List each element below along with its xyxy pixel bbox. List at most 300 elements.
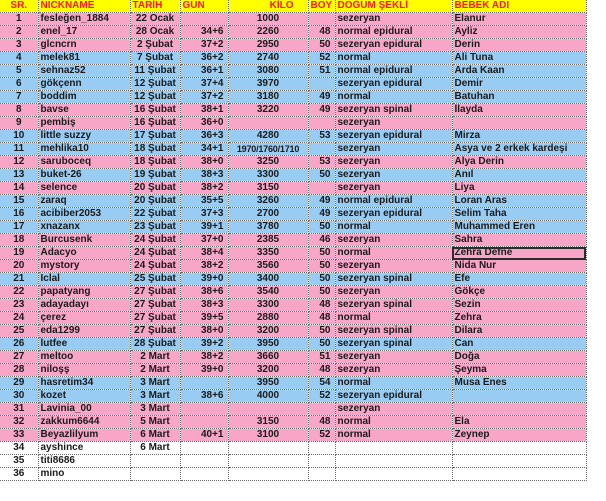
cell-bebek-adi[interactable]: Arda Kaan	[452, 65, 586, 78]
cell-boy[interactable]: 50	[308, 286, 335, 299]
cell-gun[interactable]: 39+5	[180, 312, 228, 325]
cell-boy[interactable]: 52	[308, 390, 335, 403]
cell-tarih[interactable]: 25 Şubat	[130, 273, 180, 286]
cell-bebek-adi[interactable]: Gökçe	[452, 286, 586, 299]
cell-kilo[interactable]: 3220	[228, 104, 308, 117]
cell-sr[interactable]: 24	[0, 312, 38, 325]
cell-sr[interactable]: 36	[0, 468, 38, 481]
cell-dogum-sekli[interactable]: sezeryan spinal	[335, 338, 452, 351]
cell-bebek-adi[interactable]: Zeynep	[452, 429, 586, 442]
cell-nickname[interactable]: acibiber2053	[38, 208, 130, 221]
cell-kilo[interactable]: 4000	[228, 390, 308, 403]
cell-gun[interactable]: 40+1	[180, 429, 228, 442]
cell-kilo[interactable]: 3150	[228, 416, 308, 429]
cell-dogum-sekli[interactable]: sezeryan	[335, 364, 452, 377]
cell-tarih[interactable]: 27 Şubat	[130, 299, 180, 312]
cell-dogum-sekli[interactable]: sezeryan epidural	[335, 78, 452, 91]
cell-dogum-sekli[interactable]: sezeryan	[335, 182, 452, 195]
cell-nickname[interactable]: Beyazlilyum	[38, 429, 130, 442]
cell-tarih[interactable]: 28 Şubat	[130, 338, 180, 351]
cell-kilo[interactable]	[228, 442, 308, 455]
cell-dogum-sekli[interactable]: sezeryan	[335, 143, 452, 156]
cell-bebek-adi[interactable]: Liya	[452, 182, 586, 195]
cell-bebek-adi[interactable]	[452, 117, 586, 130]
cell-boy[interactable]: 49	[308, 208, 335, 221]
cell-kilo[interactable]: 3200	[228, 325, 308, 338]
cell-gun[interactable]	[180, 377, 228, 390]
cell-dogum-sekli[interactable]: sezeryan spinal	[335, 325, 452, 338]
cell-gun[interactable]: 38+0	[180, 156, 228, 169]
cell-bebek-adi[interactable]: Can	[452, 338, 586, 351]
cell-bebek-adi[interactable]	[452, 455, 586, 468]
cell-sr[interactable]: 5	[0, 65, 38, 78]
cell-kilo[interactable]: 3780	[228, 221, 308, 234]
cell-boy[interactable]: 50	[308, 39, 335, 52]
cell-sr[interactable]: 27	[0, 351, 38, 364]
cell-kilo[interactable]: 3100	[228, 429, 308, 442]
cell-dogum-sekli[interactable]: normal	[335, 416, 452, 429]
cell-bebek-adi[interactable]	[452, 403, 586, 416]
cell-tarih[interactable]: 20 Şubat	[130, 195, 180, 208]
cell-tarih[interactable]: 16 Şubat	[130, 104, 180, 117]
cell-gun[interactable]: 38+3	[180, 169, 228, 182]
cell-tarih[interactable]: 12 Şubat	[130, 91, 180, 104]
cell-nickname[interactable]: papatyang	[38, 286, 130, 299]
cell-bebek-adi[interactable]: Mirza	[452, 130, 586, 143]
cell-tarih[interactable]: 6 Mart	[130, 429, 180, 442]
cell-gun[interactable]: 37+2	[180, 91, 228, 104]
cell-gun[interactable]: 36+0	[180, 117, 228, 130]
cell-sr[interactable]: 34	[0, 442, 38, 455]
cell-kilo[interactable]: 3250	[228, 156, 308, 169]
cell-nickname[interactable]: bavse	[38, 104, 130, 117]
cell-sr[interactable]: 28	[0, 364, 38, 377]
cell-sr[interactable]: 17	[0, 221, 38, 234]
cell-kilo[interactable]: 3180	[228, 91, 308, 104]
cell-sr[interactable]: 15	[0, 195, 38, 208]
cell-gun[interactable]: 38+2	[180, 182, 228, 195]
cell-kilo[interactable]: 2740	[228, 52, 308, 65]
cell-bebek-adi[interactable]: Zehra	[452, 312, 586, 325]
cell-boy[interactable]: 53	[308, 156, 335, 169]
cell-tarih[interactable]: 2 Şubat	[130, 39, 180, 52]
cell-tarih[interactable]: 27 Şubat	[130, 286, 180, 299]
cell-boy[interactable]: 54	[308, 377, 335, 390]
cell-gun[interactable]: 34+6	[180, 26, 228, 39]
cell-dogum-sekli[interactable]: sezeryan	[335, 403, 452, 416]
cell-sr[interactable]: 14	[0, 182, 38, 195]
cell-bebek-adi[interactable]: Ayliz	[452, 26, 586, 39]
cell-bebek-adi[interactable]: İlayda	[452, 104, 586, 117]
cell-sr[interactable]: 8	[0, 104, 38, 117]
cell-gun[interactable]: 39+1	[180, 221, 228, 234]
cell-boy[interactable]: 50	[308, 247, 335, 260]
cell-sr[interactable]: 11	[0, 143, 38, 156]
cell-nickname[interactable]: melek81	[38, 52, 130, 65]
cell-nickname[interactable]: eda1299	[38, 325, 130, 338]
cell-tarih[interactable]: 20 Şubat	[130, 182, 180, 195]
cell-sr[interactable]: 3	[0, 39, 38, 52]
cell-nickname[interactable]: Adacyo	[38, 247, 130, 260]
cell-sr[interactable]: 26	[0, 338, 38, 351]
cell-boy[interactable]: 48	[308, 26, 335, 39]
cell-gun[interactable]: 38+2	[180, 351, 228, 364]
cell-nickname[interactable]: zaraq	[38, 195, 130, 208]
cell-dogum-sekli[interactable]: normal epidural	[335, 195, 452, 208]
cell-sr[interactable]: 13	[0, 169, 38, 182]
cell-boy[interactable]	[308, 182, 335, 195]
cell-boy[interactable]	[308, 468, 335, 481]
cell-boy[interactable]	[308, 143, 335, 156]
cell-nickname[interactable]: mehlika10	[38, 143, 130, 156]
cell-bebek-adi[interactable]: Batuhan	[452, 91, 586, 104]
cell-gun[interactable]: 36+1	[180, 65, 228, 78]
cell-boy[interactable]	[308, 403, 335, 416]
cell-dogum-sekli[interactable]	[335, 468, 452, 481]
cell-nickname[interactable]: gökçenn	[38, 78, 130, 91]
cell-nickname[interactable]: enel_17	[38, 26, 130, 39]
cell-tarih[interactable]: 3 Mart	[130, 377, 180, 390]
cell-tarih[interactable]: 27 Şubat	[130, 325, 180, 338]
header-nickname[interactable]: NICKNAME	[38, 0, 130, 13]
header-bebek-adi[interactable]: BEBEK ADI	[452, 0, 586, 13]
cell-sr[interactable]: 22	[0, 286, 38, 299]
cell-sr[interactable]: 23	[0, 299, 38, 312]
table-row	[0, 13, 586, 26]
cell-gun[interactable]: 36+2	[180, 52, 228, 65]
cell-nickname[interactable]: ayshince	[38, 442, 130, 455]
cell-dogum-sekli[interactable]: sezeryan	[335, 260, 452, 273]
cell-boy[interactable]	[308, 442, 335, 455]
cell-bebek-adi[interactable]: Şeyma	[452, 364, 586, 377]
cell-kilo[interactable]: 1970/1760/1710	[228, 143, 308, 156]
cell-kilo[interactable]: 3080	[228, 65, 308, 78]
cell-boy[interactable]: 49	[308, 91, 335, 104]
cell-nickname[interactable]: adayadayı	[38, 299, 130, 312]
cell-gun[interactable]	[180, 403, 228, 416]
cell-boy[interactable]: 50	[308, 260, 335, 273]
cell-boy[interactable]: 46	[308, 234, 335, 247]
cell-dogum-sekli[interactable]: sezeryan	[335, 156, 452, 169]
cell-boy[interactable]	[308, 455, 335, 468]
cell-tarih[interactable]: 28 Ocak	[130, 26, 180, 39]
cell-nickname[interactable]: buket-26	[38, 169, 130, 182]
cell-sr[interactable]: 9	[0, 117, 38, 130]
cell-nickname[interactable]: lutfee	[38, 338, 130, 351]
cell-tarih[interactable]: 2 Mart	[130, 364, 180, 377]
cell-dogum-sekli[interactable]	[335, 455, 452, 468]
cell-bebek-adi[interactable]: Asya ve 2 erkek kardeşi	[452, 143, 586, 156]
cell-boy[interactable]: 52	[308, 429, 335, 442]
cell-tarih[interactable]: 22 Ocak	[130, 13, 180, 26]
cell-sr[interactable]: 6	[0, 78, 38, 91]
cell-bebek-adi[interactable]: Nida Nur	[452, 260, 586, 273]
cell-tarih[interactable]: 18 Şubat	[130, 143, 180, 156]
cell-kilo[interactable]: 3300	[228, 169, 308, 182]
cell-kilo[interactable]: 2700	[228, 208, 308, 221]
cell-kilo[interactable]: 3400	[228, 273, 308, 286]
cell-dogum-sekli[interactable]: normal	[335, 91, 452, 104]
cell-tarih[interactable]: 19 Şubat	[130, 169, 180, 182]
cell-bebek-adi[interactable]: Doğa	[452, 351, 586, 364]
cell-dogum-sekli[interactable]: sezeryan epidural	[335, 208, 452, 221]
header-tarih[interactable]: TARİH	[130, 0, 180, 13]
table-row	[0, 195, 586, 208]
cell-nickname[interactable]: glcncrn	[38, 39, 130, 52]
cell-tarih[interactable]: 27 Şubat	[130, 312, 180, 325]
cell-bebek-adi[interactable]: Zehra Defne	[452, 247, 586, 260]
cell-gun[interactable]	[180, 416, 228, 429]
cell-tarih[interactable]: 23 Şubat	[130, 221, 180, 234]
cell-gun[interactable]: 38+0	[180, 325, 228, 338]
cell-kilo[interactable]: 3260	[228, 195, 308, 208]
cell-kilo[interactable]: 2260	[228, 26, 308, 39]
cell-boy[interactable]: 48	[308, 312, 335, 325]
cell-nickname[interactable]: hasretim34	[38, 377, 130, 390]
cell-dogum-sekli[interactable]: normal epidural	[335, 26, 452, 39]
cell-bebek-adi[interactable]: Derin	[452, 39, 586, 52]
cell-gun[interactable]: 38+1	[180, 104, 228, 117]
cell-bebek-adi[interactable]: Demir	[452, 78, 586, 91]
cell-bebek-adi[interactable]	[452, 390, 586, 403]
cell-tarih[interactable]: 6 Mart	[130, 442, 180, 455]
cell-boy[interactable]: 52	[308, 52, 335, 65]
cell-dogum-sekli[interactable]: normal	[335, 429, 452, 442]
cell-kilo[interactable]: 2880	[228, 312, 308, 325]
cell-gun[interactable]	[180, 455, 228, 468]
cell-dogum-sekli[interactable]: sezeryan	[335, 286, 452, 299]
header-boy[interactable]: BOY	[308, 0, 335, 13]
cell-dogum-sekli[interactable]: sezeryan epidural	[335, 390, 452, 403]
cell-tarih[interactable]: 24 Şubat	[130, 247, 180, 260]
cell-gun[interactable]: 38+6	[180, 390, 228, 403]
cell-kilo[interactable]	[228, 117, 308, 130]
cell-tarih[interactable]: 3 Mart	[130, 403, 180, 416]
cell-bebek-adi[interactable]	[452, 442, 586, 455]
cell-sr[interactable]: 1	[0, 13, 38, 26]
cell-sr[interactable]: 29	[0, 377, 38, 390]
cell-bebek-adi[interactable]: Ali Tuna	[452, 52, 586, 65]
cell-boy[interactable]: 48	[308, 416, 335, 429]
cell-tarih[interactable]: 16 Şubat	[130, 117, 180, 130]
cell-boy[interactable]: 50	[308, 273, 335, 286]
cell-sr[interactable]: 12	[0, 156, 38, 169]
cell-kilo[interactable]: 3560	[228, 260, 308, 273]
cell-sr[interactable]: 25	[0, 325, 38, 338]
cell-nickname[interactable]: fesleğen_1884	[38, 13, 130, 26]
cell-dogum-sekli[interactable]: normal	[335, 52, 452, 65]
cell-dogum-sekli[interactable]: sezeryan	[335, 117, 452, 130]
cell-gun[interactable]: 37+2	[180, 39, 228, 52]
cell-tarih[interactable]: 22 Şubat	[130, 208, 180, 221]
cell-tarih[interactable]: 2 Mart	[130, 351, 180, 364]
cell-dogum-sekli[interactable]: normal	[335, 377, 452, 390]
cell-sr[interactable]: 16	[0, 208, 38, 221]
cell-boy[interactable]	[308, 13, 335, 26]
cell-boy[interactable]: 50	[308, 169, 335, 182]
header-sr[interactable]: SR.	[0, 0, 38, 13]
cell-tarih[interactable]	[130, 455, 180, 468]
cell-kilo[interactable]: 3950	[228, 377, 308, 390]
table-row	[0, 455, 586, 468]
cell-dogum-sekli[interactable]: sezeryan spinal	[335, 273, 452, 286]
cell-dogum-sekli[interactable]	[335, 442, 452, 455]
cell-nickname[interactable]: sehnaz52	[38, 65, 130, 78]
cell-gun[interactable]	[180, 13, 228, 26]
cell-bebek-adi[interactable]: Elanur	[452, 13, 586, 26]
cell-sr[interactable]: 19	[0, 247, 38, 260]
cell-gun[interactable]: 39+0	[180, 364, 228, 377]
cell-kilo[interactable]	[228, 468, 308, 481]
cell-dogum-sekli[interactable]: normal	[335, 221, 452, 234]
cell-boy[interactable]: 48	[308, 299, 335, 312]
cell-nickname[interactable]: Iclal	[38, 273, 130, 286]
cell-nickname[interactable]: mino	[38, 468, 130, 481]
cell-dogum-sekli[interactable]: sezeryan spinal	[335, 104, 452, 117]
cell-kilo[interactable]: 3350	[228, 247, 308, 260]
cell-sr[interactable]: 10	[0, 130, 38, 143]
cell-kilo[interactable]: 3150	[228, 182, 308, 195]
cell-tarih[interactable]: 7 Şubat	[130, 52, 180, 65]
cell-dogum-sekli[interactable]: sezeryan epidural	[335, 130, 452, 143]
table-row	[0, 208, 586, 221]
cell-bebek-adi[interactable]: Alya Derin	[452, 156, 586, 169]
cell-nickname[interactable]: pembiş	[38, 117, 130, 130]
cell-tarih[interactable]: 12 Şubat	[130, 78, 180, 91]
cell-bebek-adi[interactable]	[452, 468, 586, 481]
cell-tarih[interactable]: 17 Şubat	[130, 130, 180, 143]
cell-nickname[interactable]: Lavinia_00	[38, 403, 130, 416]
cell-bebek-adi[interactable]: Anıl	[452, 169, 586, 182]
cell-tarih[interactable]: 5 Mart	[130, 416, 180, 429]
cell-nickname[interactable]: çerez	[38, 312, 130, 325]
cell-nickname[interactable]: zakkum6644	[38, 416, 130, 429]
cell-boy[interactable]	[308, 78, 335, 91]
cell-dogum-sekli[interactable]: sezeryan spinal	[335, 299, 452, 312]
cell-boy[interactable]: 51	[308, 65, 335, 78]
cell-tarih[interactable]: 3 Mart	[130, 390, 180, 403]
cell-nickname[interactable]: mystory	[38, 260, 130, 273]
cell-gun[interactable]	[180, 442, 228, 455]
cell-tarih[interactable]: 24 Şubat	[130, 234, 180, 247]
cell-nickname[interactable]: niloşş	[38, 364, 130, 377]
cell-nickname[interactable]: little suzzy	[38, 130, 130, 143]
cell-kilo[interactable]: 3970	[228, 78, 308, 91]
cell-bebek-adi[interactable]: Dilara	[452, 325, 586, 338]
cell-dogum-sekli[interactable]: sezeryan	[335, 169, 452, 182]
cell-gun[interactable]: 39+2	[180, 338, 228, 351]
cell-sr[interactable]: 31	[0, 403, 38, 416]
cell-nickname[interactable]: selence	[38, 182, 130, 195]
cell-boy[interactable]: 51	[308, 351, 335, 364]
cell-boy[interactable]: 49	[308, 195, 335, 208]
cell-nickname[interactable]: meltoo	[38, 351, 130, 364]
cell-bebek-adi[interactable]: Sahra	[452, 234, 586, 247]
cell-kilo[interactable]: 1000	[228, 13, 308, 26]
cell-nickname[interactable]: xnazanx	[38, 221, 130, 234]
cell-boy[interactable]: 50	[308, 221, 335, 234]
cell-gun[interactable]: 37+3	[180, 208, 228, 221]
cell-kilo[interactable]	[228, 403, 308, 416]
cell-sr[interactable]: 32	[0, 416, 38, 429]
cell-sr[interactable]: 35	[0, 455, 38, 468]
cell-sr[interactable]: 2	[0, 26, 38, 39]
cell-nickname[interactable]: boddim	[38, 91, 130, 104]
cell-bebek-adi[interactable]: Muhammed Eren	[452, 221, 586, 234]
cell-bebek-adi[interactable]: Ela	[452, 416, 586, 429]
cell-kilo[interactable]	[228, 455, 308, 468]
cell-kilo[interactable]: 3300	[228, 299, 308, 312]
cell-gun[interactable]: 38+6	[180, 286, 228, 299]
cell-sr[interactable]: 21	[0, 273, 38, 286]
cell-gun[interactable]: 35+5	[180, 195, 228, 208]
cell-nickname[interactable]: saruboceq	[38, 156, 130, 169]
cell-gun[interactable]: 37+4	[180, 78, 228, 91]
cell-sr[interactable]: 20	[0, 260, 38, 273]
cell-tarih[interactable]: 11 Şubat	[130, 65, 180, 78]
header-dogum-sekli[interactable]: DOĞUM ŞEKLİ	[335, 0, 452, 13]
cell-sr[interactable]: 7	[0, 91, 38, 104]
cell-gun[interactable]: 34+1	[180, 143, 228, 156]
cell-gun[interactable]: 36+3	[180, 130, 228, 143]
cell-gun[interactable]: 37+0	[180, 234, 228, 247]
cell-nickname[interactable]: Burcusenk	[38, 234, 130, 247]
cell-kilo[interactable]: 3660	[228, 351, 308, 364]
cell-boy[interactable]: 49	[308, 104, 335, 117]
cell-gun[interactable]: 39+0	[180, 273, 228, 286]
cell-dogum-sekli[interactable]: sezeryan	[335, 234, 452, 247]
cell-nickname[interactable]: kozet	[38, 390, 130, 403]
cell-dogum-sekli[interactable]: normal epidural	[335, 65, 452, 78]
cell-kilo[interactable]: 3950	[228, 338, 308, 351]
cell-boy[interactable]: 48	[308, 364, 335, 377]
cell-sr[interactable]: 4	[0, 52, 38, 65]
cell-bebek-adi[interactable]: Musa Enes	[452, 377, 586, 390]
cell-dogum-sekli[interactable]: normal	[335, 312, 452, 325]
cell-gun[interactable]: 38+4	[180, 247, 228, 260]
cell-boy[interactable]: 53	[308, 130, 335, 143]
cell-bebek-adi[interactable]: Sezin	[452, 299, 586, 312]
cell-kilo[interactable]: 2950	[228, 39, 308, 52]
cell-tarih[interactable]: 24 Şubat	[130, 260, 180, 273]
cell-dogum-sekli[interactable]: sezeryan	[335, 13, 452, 26]
cell-boy[interactable]	[308, 117, 335, 130]
cell-kilo[interactable]: 3540	[228, 286, 308, 299]
cell-tarih[interactable]	[130, 468, 180, 481]
cell-dogum-sekli[interactable]: normal	[335, 247, 452, 260]
cell-kilo[interactable]: 4280	[228, 130, 308, 143]
cell-boy[interactable]: 50	[308, 325, 335, 338]
cell-tarih[interactable]: 18 Şubat	[130, 156, 180, 169]
cell-gun[interactable]: 38+2	[180, 260, 228, 273]
cell-bebek-adi[interactable]: Loran Aras	[452, 195, 586, 208]
cell-nickname[interactable]: titi8686	[38, 455, 130, 468]
cell-sr[interactable]: 18	[0, 234, 38, 247]
cell-dogum-sekli[interactable]: sezeryan	[335, 351, 452, 364]
cell-gun[interactable]	[180, 468, 228, 481]
cell-sr[interactable]: 30	[0, 390, 38, 403]
header-gun[interactable]: GÜN	[180, 0, 228, 13]
header-kilo[interactable]: KİLO	[228, 0, 308, 13]
cell-sr[interactable]: 33	[0, 429, 38, 442]
cell-bebek-adi[interactable]: Selim Taha	[452, 208, 586, 221]
cell-gun[interactable]: 38+3	[180, 299, 228, 312]
cell-kilo[interactable]: 2385	[228, 234, 308, 247]
cell-bebek-adi[interactable]: Efe	[452, 273, 586, 286]
cell-kilo[interactable]: 3200	[228, 364, 308, 377]
cell-dogum-sekli[interactable]: sezeryan epidural	[335, 39, 452, 52]
cell-boy[interactable]: 50	[308, 338, 335, 351]
